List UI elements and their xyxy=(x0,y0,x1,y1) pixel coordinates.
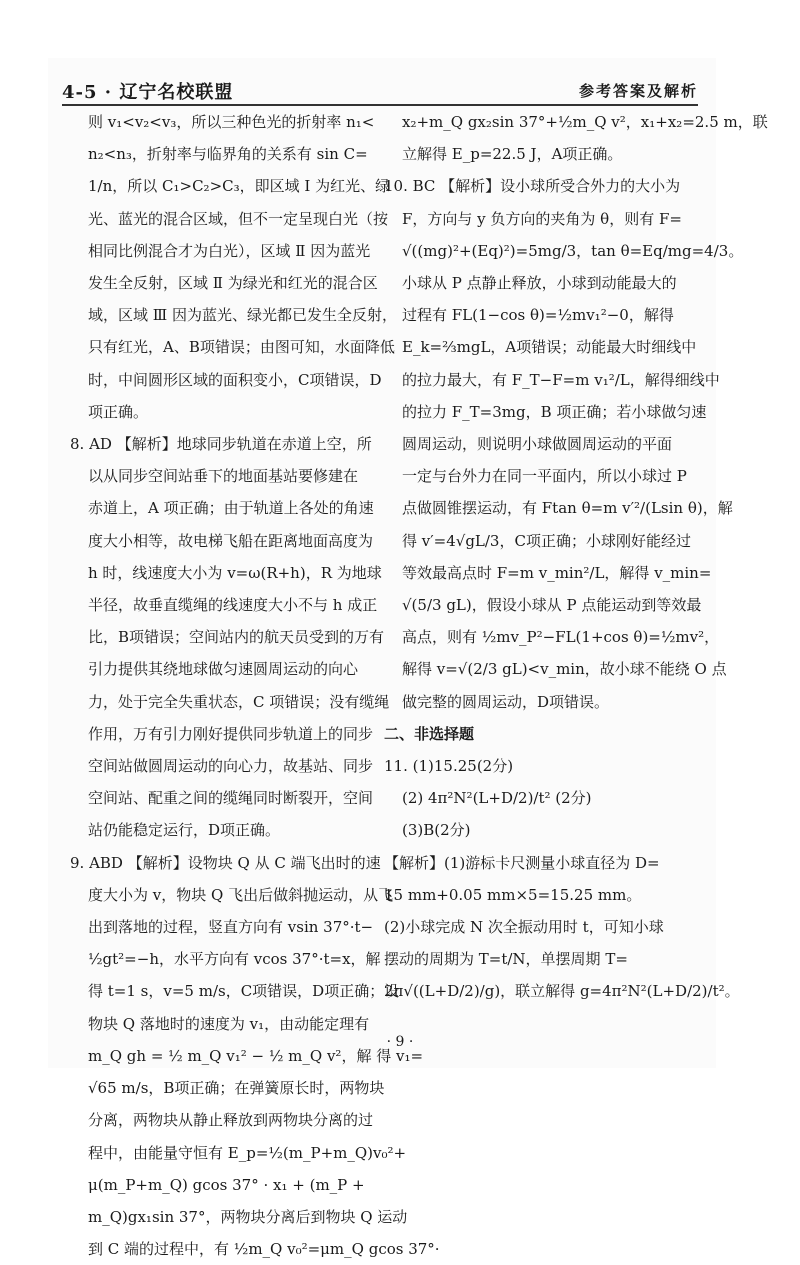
text-line: 域，区域 Ⅲ 因为蓝光、绿光都已发生全反射， xyxy=(88,306,398,325)
text-line: 引力提供其绕地球做匀速圆周运动的向心 xyxy=(88,660,359,679)
answer-10-start: 10. BC 【解析】设小球所受合外力的大小为 xyxy=(384,177,681,196)
text-line: 物块 Q 落地时的速度为 v₁，由动能定理有 xyxy=(88,1014,370,1033)
text-line: x₂+m_Q gx₂sin 37°+½m_Q v²，x₁+x₂=2.5 m，联 xyxy=(402,113,768,131)
text-line: n₂<n₃，折射率与临界角的关系有 sin C= xyxy=(88,145,368,164)
text-line: √(5/3 gL)，假设小球从 P 点能运动到等效最 xyxy=(402,596,702,615)
text-line: F，方向与 y 负方向的夹角为 θ，则有 F= xyxy=(402,209,682,228)
text-line: 小球从 P 点静止释放，小球到动能最大的 xyxy=(402,274,677,293)
text-line: μ(m_P+m_Q) gcos 37° · x₁ + (m_P + xyxy=(88,1175,365,1194)
right-column xyxy=(384,106,768,1008)
text-line: 解得 v=√(2/3 gL)<v_min，故小球不能绕 O 点 xyxy=(402,660,727,679)
header-title: 4-5 · 辽宁名校联盟 xyxy=(62,82,234,103)
text-line: 光、蓝光的混合区域，但不一定呈现白光（按 xyxy=(88,209,389,228)
text-line: 程中，由能量守恒有 E_p=½(m_P+m_Q)v₀²+ xyxy=(88,1143,407,1162)
text-line: 过程有 FL(1−cos θ)=½mv₁²−0，解得 xyxy=(402,306,674,325)
answer-9-start: 9. ABD 【解析】设物块 Q 从 C 端飞出时的速 xyxy=(70,853,381,872)
text-line: 等效最高点时 F=m v_min²/L，解得 v_min= xyxy=(402,563,712,582)
text-line: m_Q)gx₁sin 37°，两物块分离后到物块 Q 运动 xyxy=(88,1207,408,1226)
text-line: 得 t=1 s，v=5 m/s，C项错误，D项正确；设 xyxy=(88,982,400,1001)
text-line: 点做圆锥摆运动，有 Ftan θ=m v′²/(Lsin θ)，解 xyxy=(402,499,733,518)
text-line: 项正确。 xyxy=(88,402,149,421)
text-line: ½gt²=−h，水平方向有 vcos 37°·t=x，解 xyxy=(88,950,381,969)
section-heading: 二、非选择题 xyxy=(384,724,475,743)
text-line: 的拉力 F_T=3mg，B 项正确；若小球做匀速 xyxy=(402,402,707,421)
text-line: 到 C 端的过程中，有 ½m_Q v₀²=μm_Q gcos 37°· xyxy=(88,1240,440,1259)
text-line: 力，处于完全失重状态，C 项错误；没有缆绳 xyxy=(88,692,390,711)
text-line: 摆动的周期为 T=t/N，单摆周期 T= xyxy=(384,950,628,969)
text-line: 得 v′=4√gL/3，C项正确；小球刚好能经过 xyxy=(402,531,691,550)
text-line: 一定与台外力在同一平面内，所以小球过 P xyxy=(402,467,687,486)
answer-8-start: 8. AD 【解析】地球同步轨道在赤道上空，所 xyxy=(70,435,372,454)
answer-11-start: 11. (1)15.25(2分) xyxy=(384,757,514,776)
text-line: √65 m/s，B项正确；在弹簧原长时，两物块 xyxy=(88,1079,385,1098)
text-line: 分离，两物块从静止释放到两物块分离的过 xyxy=(88,1111,374,1130)
text-line: 的拉力最大，有 F_T−F=m v₁²/L，解得细线中 xyxy=(402,370,720,389)
text-line: h 时，线速度大小为 v=ω(R+h)，R 为地球 xyxy=(88,563,382,582)
text-line: (2) 4π²N²(L+D/2)/t² (2分) xyxy=(402,789,592,808)
text-line: 做完整的圆周运动，D项错误。 xyxy=(402,692,610,711)
text-line: 半径，故垂直缆绳的线速度大小不与 h 成正 xyxy=(88,596,378,615)
text-line: 圆周运动，则说明小球做圆周运动的平面 xyxy=(402,435,673,454)
text-line: 2π√((L+D/2)/g)，联立解得 g=4π²N²(L+D/2)/t²。 xyxy=(384,982,740,1001)
text-line: 空间站做圆周运动的向心力，故基站、同步 xyxy=(88,757,374,776)
text-line: m_Q gh = ½ m_Q v₁² − ½ m_Q v²，解 得 v₁= xyxy=(88,1046,424,1065)
text-line: 高点，则有 ½mv_P²−FL(1+cos θ)=½mv²， xyxy=(402,628,720,647)
text-line: 比，B项错误；空间站内的航天员受到的万有 xyxy=(88,628,385,647)
page-number: · 9 · xyxy=(386,1034,414,1050)
text-line: 发生全反射，区域 Ⅱ 为绿光和红光的混合区 xyxy=(88,274,378,293)
text-line: 赤道上，A 项正确；由于轨道上各处的角速 xyxy=(88,499,374,518)
analysis-label: 【解析】(1)游标卡尺测量小球直径为 D= xyxy=(384,853,660,872)
text-line: 时，中间圆形区域的面积变小，C项错误，D xyxy=(88,370,382,389)
text-line: 度大小相等，故电梯飞船在距离地面高度为 xyxy=(88,531,374,550)
text-line: 以从同步空间站垂下的地面基站要修建在 xyxy=(88,467,359,486)
page-header xyxy=(62,76,698,106)
header-section: 参考答案及解析 xyxy=(578,82,698,100)
text-line: 出到落地的过程，竖直方向有 vsin 37°·t− xyxy=(88,918,374,937)
text-line: 空间站、配重之间的缆绳同时断裂开，空间 xyxy=(88,789,374,808)
text-line: 作用，万有引力刚好提供同步轨道上的同步 xyxy=(88,724,374,743)
text-line: (3)B(2分) xyxy=(402,821,471,840)
text-line: 站仍能稳定运行，D项正确。 xyxy=(88,821,281,840)
text-line: 则 v₁<v₂<v₃，所以三种色光的折射率 n₁< xyxy=(88,113,375,131)
text-line: √((mg)²+(Eq)²)=5mg/3，tan θ=Eq/mg=4/3。 xyxy=(402,241,744,260)
text-line: E_k=⅔mgL，A项错误；动能最大时细线中 xyxy=(402,338,697,357)
text-line: 只有红光，A、B项错误；由图可知，水面降低 xyxy=(88,338,395,357)
text-line: 度大小为 v，物块 Q 飞出后做斜抛运动，从飞 xyxy=(88,885,394,904)
text-line: 立解得 E_p=22.5 J，A项正确。 xyxy=(402,145,623,164)
text-line: (2)小球完成 N 次全振动用时 t，可知小球 xyxy=(384,918,664,937)
text-line: 1/n，所以 C₁>C₂>C₃，即区域 Ⅰ 为红光、绿 xyxy=(88,177,391,196)
text-line: 15 mm+0.05 mm×5=15.25 mm。 xyxy=(384,885,642,904)
text-line: 相同比例混合才为白光），区域 Ⅱ 因为蓝光 xyxy=(88,241,371,260)
